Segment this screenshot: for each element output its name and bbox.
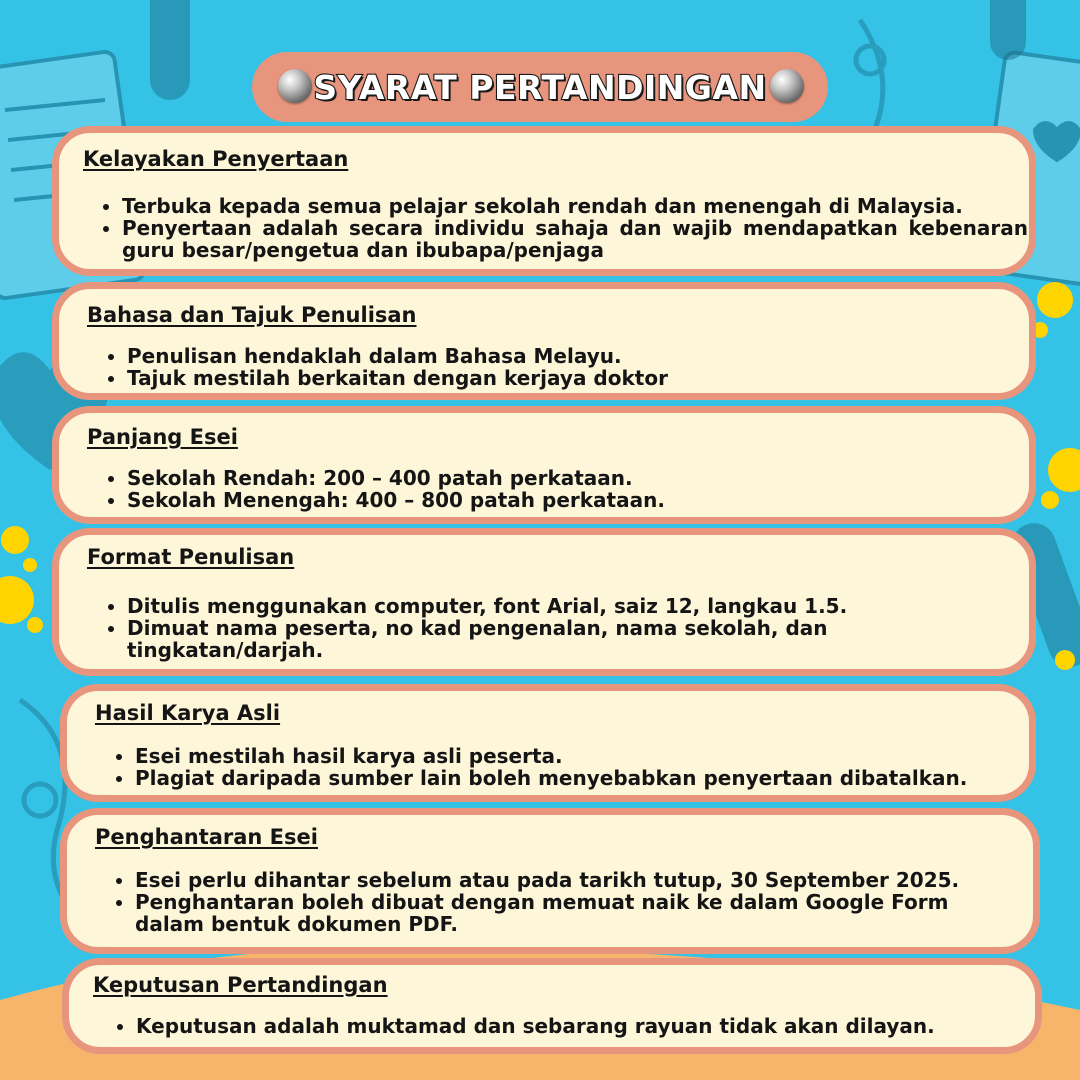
- bolt-icon: [278, 69, 312, 103]
- section-penghantaran-esei: [60, 808, 1040, 954]
- section-list: [98, 869, 1005, 935]
- list-item: • Penyertaan adalah secara individu sahaja dan wajib mendapatkan kebenaran guru besar/pengetua dan ibubapa/penjaga: [122, 217, 1028, 261]
- list-item: • Keputusan adalah muktamad dan sebarang rayuan tidak akan dilayan.: [136, 1015, 1036, 1037]
- section-title: Penghantaran Esei: [95, 825, 318, 849]
- section-title: Panjang Esei: [87, 425, 238, 449]
- list-item: • Esei mestilah hasil karya asli peserta.: [135, 745, 1035, 767]
- section-hasil-karya-asli: [60, 684, 1036, 802]
- section-title: Bahasa dan Tajuk Penulisan: [87, 303, 417, 327]
- section-list: [98, 745, 1035, 789]
- list-item: • Sekolah Menengah: 400 – 800 patah perkataan.: [127, 489, 1027, 511]
- list-item: • Penulisan hendaklah dalam Bahasa Melayu.: [127, 345, 1027, 367]
- bolt-icon: [770, 69, 804, 103]
- list-item: • Esei perlu dihantar sebelum atau pada tarikh tutup, 30 September 2025.: [135, 869, 1005, 891]
- list-item: • Dimuat nama peserta, no kad pengenalan, nama sekolah, dan tingkatan/darjah.: [127, 617, 907, 661]
- section-list: [85, 195, 1028, 261]
- list-item: • Plagiat daripada sumber lain boleh menyebabkan penyertaan dibatalkan.: [135, 767, 1035, 789]
- section-title: Hasil Karya Asli: [95, 701, 281, 725]
- list-item: • Sekolah Rendah: 200 – 400 patah perkataan.: [127, 467, 1027, 489]
- section-bahasa-tajuk: [52, 282, 1036, 400]
- list-item: • Penghantaran boleh dibuat dengan memuat naik ke dalam Google Form dalam bentuk dokumen PDF.: [135, 891, 1005, 935]
- section-list: [90, 595, 907, 661]
- section-format-penulisan: [52, 528, 1036, 676]
- section-list: [90, 467, 1027, 511]
- title-banner: [252, 52, 828, 122]
- section-keputusan-pertandingan: [62, 958, 1042, 1054]
- section-panjang-esei: [52, 406, 1036, 524]
- list-item: • Ditulis menggunakan computer, font Arial, saiz 12, langkau 1.5.: [127, 595, 907, 617]
- list-item: • Terbuka kepada semua pelajar sekolah rendah dan menengah di Malaysia.: [122, 195, 1028, 217]
- list-item: • Tajuk mestilah berkaitan dengan kerjaya doktor: [127, 367, 1027, 389]
- section-list: [90, 345, 1027, 389]
- section-title: Keputusan Pertandingan: [93, 973, 388, 997]
- section-list: [99, 1015, 1036, 1037]
- section-title: Kelayakan Penyertaan: [83, 147, 349, 171]
- section-title: Format Penulisan: [87, 545, 295, 569]
- section-kelayakan-penyertaan: [52, 126, 1036, 276]
- page-title: SYARAT PERTANDINGAN: [313, 67, 767, 107]
